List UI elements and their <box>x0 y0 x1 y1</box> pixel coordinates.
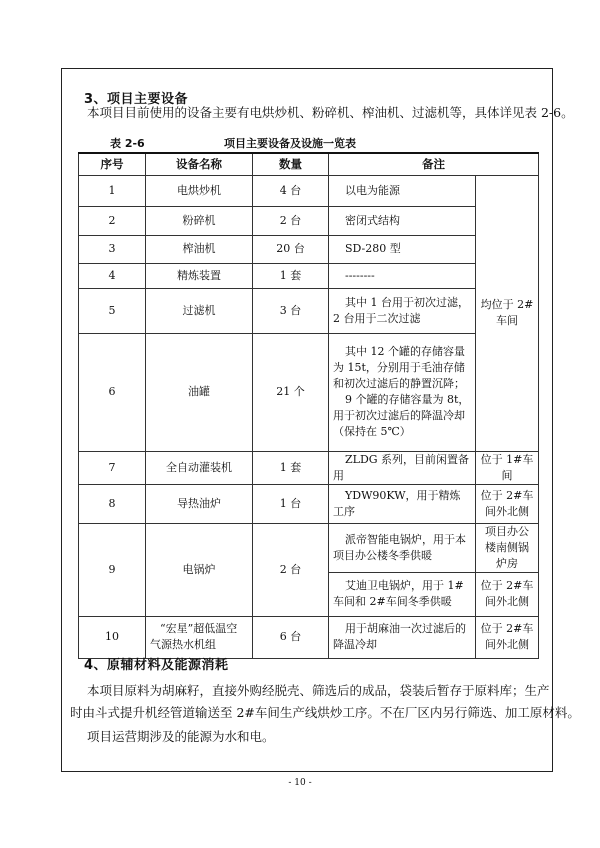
row-note <box>329 235 476 263</box>
row-note-text: 派帝智能电锅炉，用于本项目办公楼冬季供暖 <box>333 532 466 562</box>
row-note-text: YDW90KW，用于精炼工序 <box>333 488 461 518</box>
row-no: 5 <box>79 288 146 333</box>
header-name: 设备名称 <box>146 153 253 175</box>
row-qty: 4 台 <box>253 175 329 206</box>
row-qty: 2 台 <box>253 206 329 235</box>
table-row <box>79 288 539 333</box>
row-no: 7 <box>79 451 146 484</box>
row-name: 榨油机 <box>146 235 253 263</box>
row-note-text-a: 其中 12 个罐的存储容量为 15t，分别用于毛油存储和初次过滤后的静置沉降； <box>333 345 465 390</box>
row-note <box>329 572 476 616</box>
row-note-text: 用于胡麻油一次过滤后的降温冷却 <box>333 622 466 651</box>
page-number: - 10 - <box>288 778 312 788</box>
row-no: 1 <box>79 175 146 206</box>
row-name: 全自动灌装机 <box>146 451 253 484</box>
row-name: 导热油炉 <box>146 484 253 523</box>
row-note <box>329 288 476 333</box>
row-qty: 1 套 <box>253 263 329 288</box>
table-row <box>79 484 539 523</box>
section-4-para1-line2: 时由斗式提升机经管道输送至 2#车间生产线烘炒工序。不在厂区内另行筛选、加工原材料。 <box>70 705 580 720</box>
row-no: 8 <box>79 484 146 523</box>
row-note <box>329 484 476 523</box>
row-note <box>329 333 476 451</box>
row-name-text: “宏星”超低温空气源热水机组 <box>150 622 238 651</box>
table-row <box>79 616 539 658</box>
row-qty: 6 台 <box>253 616 329 658</box>
row-location: 位于 2#车间外北侧 <box>476 484 539 523</box>
table-row <box>79 235 539 263</box>
section-4-para1-line1: 本项目原料为胡麻籽，直接外购经脱壳、筛选后的成品，袋装后暂存于原料库；生产 <box>87 683 550 698</box>
merged-location-cell: 均位于 2#车间 <box>476 175 539 451</box>
row-qty: 1 套 <box>253 451 329 484</box>
section-3-heading: 3、项目主要设备 <box>84 92 189 107</box>
row-no: 10 <box>79 616 146 658</box>
row-name <box>146 616 253 658</box>
header-qty: 数量 <box>253 153 329 175</box>
row-note <box>329 616 476 658</box>
row-name: 过滤机 <box>146 288 253 333</box>
row-qty: 2 台 <box>253 523 329 616</box>
row-note-text: 以电为能源 <box>345 183 400 197</box>
row-note <box>329 206 476 235</box>
header-note: 备注 <box>329 153 539 175</box>
row-note <box>329 175 476 206</box>
row-no: 4 <box>79 263 146 288</box>
row-no: 6 <box>79 333 146 451</box>
table-row <box>79 451 539 484</box>
header-no: 序号 <box>79 153 146 175</box>
table-row <box>79 175 539 206</box>
row-no: 9 <box>79 523 146 616</box>
row-location: 位于 1#车间 <box>476 451 539 484</box>
row-note-text: 艾迪卫电锅炉，用于 1#车间和 2#车间冬季供暖 <box>333 579 464 608</box>
row-name: 粉碎机 <box>146 206 253 235</box>
row-location: 位于 2#车间外北侧 <box>476 572 539 616</box>
table-row <box>79 523 539 572</box>
row-note-text: ZLDG 系列，目前闲置备用 <box>333 452 470 482</box>
row-location: 项目办公楼南侧锅炉房 <box>476 523 539 572</box>
row-note <box>329 523 476 572</box>
row-location: 位于 2#车间外北侧 <box>476 616 539 658</box>
table-caption-title: 项目主要设备及设施一览表 <box>224 137 356 150</box>
row-qty: 3 台 <box>253 288 329 333</box>
table-row <box>79 206 539 235</box>
row-qty: 20 台 <box>253 235 329 263</box>
row-note <box>329 263 476 288</box>
equipment-table <box>78 152 539 659</box>
table-header-row <box>79 153 539 175</box>
row-note-text: SD-280 型 <box>345 242 401 255</box>
row-qty: 21 个 <box>253 333 329 451</box>
table-caption-number: 表 2-6 <box>110 137 145 150</box>
row-no: 3 <box>79 235 146 263</box>
row-note-text: -------- <box>345 268 375 282</box>
table-row <box>79 333 539 451</box>
section-3-intro: 本项目目前使用的设备主要有电烘炒机、粉碎机、榨油机、过滤机等，具体详见表 2-6。 <box>87 105 574 120</box>
section-4-heading: 4、原辅材料及能源消耗 <box>84 658 229 673</box>
row-no: 2 <box>79 206 146 235</box>
row-name: 精炼装置 <box>146 263 253 288</box>
row-note-text-b: 9 个罐的存储容量为 8t，用于初次过滤后的降温冷却（保持在 5℃） <box>333 393 470 438</box>
row-name: 电烘炒机 <box>146 175 253 206</box>
row-note <box>329 451 476 484</box>
row-qty: 1 台 <box>253 484 329 523</box>
row-name: 电锅炉 <box>146 523 253 616</box>
row-name: 油罐 <box>146 333 253 451</box>
section-4-para2: 项目运营期涉及的能源为水和电。 <box>87 729 275 744</box>
table-row <box>79 263 539 288</box>
row-note-text: 密闭式结构 <box>345 213 400 227</box>
row-note-text: 其中 1 台用于初次过滤，2 台用于二次过滤 <box>333 295 469 325</box>
